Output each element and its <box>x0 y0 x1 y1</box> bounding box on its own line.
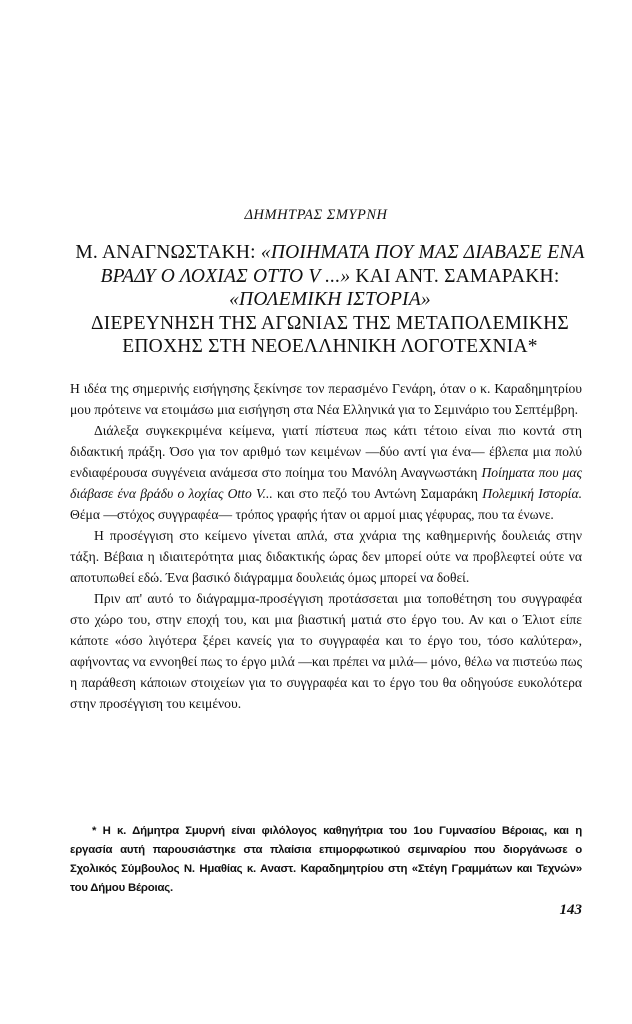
title-part-samarakis: ΚΑΙ ΑΝΤ. ΣΑΜΑΡΑΚΗ: <box>350 265 560 287</box>
paragraph-2-text-c: και στο πεζό του Αντώνη Σαμαράκη <box>272 486 483 501</box>
footnote-text: * Η κ. Δήμητρα Σμυρνή είναι φιλόλογος καθηγήτρια του 1ου Γυμνασίου Βέροιας, και η εργασία αυτή παρουσιάστηκε στα πλαίσια επιμορφωτικού σεμιναρίου που διοργάνωσε ο Σχολικός Σύμβουλος Ν. Ημαθίας κ. Αναστ. Καραδημητρίου στη «Στέγη Γραμμάτων και Τεχνών» του Δήμου Βέροιας. <box>70 825 582 894</box>
paragraph-2-text-e: Θέμα —στόχος συγγραφέα— τρόπος γραφής ήταν οι αρμοί μιας γέφυρας, που τα ένωνε. <box>70 507 554 522</box>
author-name: ΔΗΜΗΤΡΑΣ ΣΜΥΡΝΗ <box>244 207 388 223</box>
title-part-anagnostakis: Μ. ΑΝΑΓΝΩΣΤΑΚΗ: <box>75 242 261 263</box>
title-part-story: «ΠΟΛΕΜΙΚΗ ΙΣΤΟΡΙΑ» <box>229 289 431 310</box>
paragraph-2-poem-title: Ποίηματα που μας διάβασε ένα βράδυ ο λοχίας Otto V... <box>70 465 582 501</box>
footnote <box>70 822 582 898</box>
paragraph-2 <box>70 420 582 525</box>
title-subtitle: ΔΙΕΡΕΥΝΗΣΗ ΤΗΣ ΑΓΩΝΙΑΣ ΤΗΣ ΜΕΤΑΠΟΛΕΜΙΚΗΣ ΕΠΟΧΗΣ ΣΤΗ ΝΕΟΕΛΛΗΝΙΚΗ ΛΟΓΟΤΕΧΝΙΑ* <box>91 312 569 357</box>
paragraph-3: Η προσέγγιση στο κείμενο γίνεται απλά, στα χνάρια της καθημερινής δουλειάς στην τάξη. Βέβαια η ιδιαιτερότητα μιας διδακτικής ώρας δεν μπορεί ούτε να προβλεφτεί ούτε να αποτυπωθεί εδώ. Ένα βασικό διάγραμμα δουλειάς όμως μπορεί να δοθεί. <box>70 528 582 585</box>
body-text <box>70 378 582 714</box>
title-part-poem: «ΠΟΙΗΜΑΤΑ ΠΟΥ ΜΑΣ ΔΙΑΒΑΣΕ ΕΝΑ ΒΡΑΔΥ Ο ΛΟΧΙΑΣ OTTO V ...» <box>100 242 585 287</box>
paragraph-2-text-a: Διάλεξα συγκεκριμένα κείμενα, γιατί πίστευα πως κάτι τέτοιο είναι πιο κοντά στη διδακτική πράξη. Όσο για τον αριθμό των κειμένων —δύο αντί για ένα— έβλεπα μια πολύ ενδιαφέρουσα συγγένεια ανάμεσα στο ποίημα του Μανόλη Αναγνωστάκη <box>70 423 582 480</box>
paragraph-4: Πριν απ' αυτό το διάγραμμα-προσέγγιση προτάσσεται μια τοποθέτηση του συγγραφέα στο χώρο του, στην εποχή του, και μια βιαστική ματιά στο έργο του. Αν και ο Έλιοτ είπε κάποτε «όσο λιγότερα ξέρει κανείς για το συγγραφέα και το έργο του, τόσο καλύτερα», αφήνοντας να εννοηθεί πως το έργο μιλά —και πρέπει να μιλά— μόνο, θέλω να πιστεύω πως η παράθεση κάποιων στοιχείων για το συγγραφέα και το έργο του θα οδηγούσε ευκολότερα στην προσέγγιση του κειμένου. <box>70 591 582 711</box>
paragraph-1: Η ιδέα της σημερινής εισήγησης ξεκίνησε τον περασμένο Γενάρη, όταν ο κ. Καραδημητρίου μου πρότεινε να ετοιμάσω μια εισήγηση στα Νέα Ελληνικά για το Σεμινάριο του Σεπτέμβρη. <box>70 381 582 417</box>
page-number: 143 <box>559 902 582 918</box>
paragraph-2-story-title: Πολεμική Ιστορία. <box>482 486 582 501</box>
article-title <box>70 241 590 359</box>
